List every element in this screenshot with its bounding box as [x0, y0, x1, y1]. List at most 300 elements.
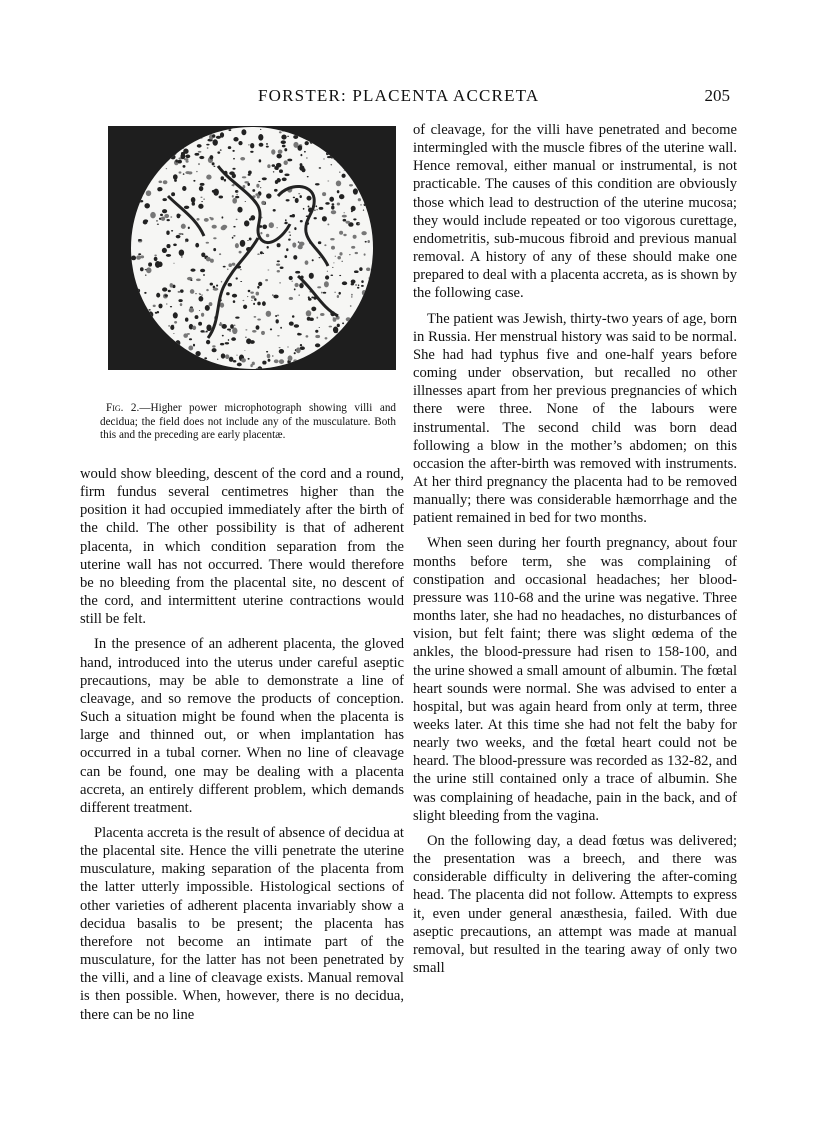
speckle: [349, 254, 350, 255]
speckle: [240, 281, 242, 282]
speckle: [184, 206, 189, 209]
speckle: [256, 184, 259, 188]
speckle: [227, 269, 228, 270]
speckle: [289, 297, 292, 300]
speckle: [315, 343, 320, 347]
speckle: [251, 300, 252, 301]
speckle: [209, 155, 213, 159]
speckle: [284, 160, 288, 165]
speckle: [224, 179, 226, 182]
speckle: [237, 363, 242, 367]
speckle: [258, 282, 262, 286]
speckle: [260, 129, 261, 130]
speckle: [166, 304, 167, 305]
speckle: [292, 242, 296, 247]
speckle: [321, 292, 323, 294]
speckle: [307, 317, 311, 321]
speckle: [262, 224, 267, 229]
speckle: [339, 275, 341, 276]
speckle: [298, 295, 300, 296]
speckle: [198, 204, 203, 209]
speckle: [235, 316, 239, 318]
speckle: [240, 157, 245, 161]
speckle: [162, 209, 167, 213]
speckle: [325, 202, 329, 205]
speckle: [162, 287, 167, 291]
speckle: [229, 357, 234, 362]
speckle: [225, 342, 229, 344]
speckle: [268, 359, 271, 362]
speckle: [146, 267, 151, 273]
speckle: [200, 197, 202, 198]
speckle: [276, 264, 280, 266]
speckle: [327, 271, 328, 272]
speckle: [332, 267, 334, 268]
speckle: [248, 358, 250, 360]
speckle: [188, 171, 193, 174]
speckle: [144, 203, 150, 208]
speckle: [351, 246, 355, 249]
speckle: [294, 288, 296, 290]
speckle: [296, 347, 301, 353]
speckle: [182, 186, 186, 191]
speckle: [155, 312, 158, 314]
speckle: [273, 171, 274, 172]
speckle: [245, 329, 247, 330]
speckle: [212, 345, 215, 347]
speckle: [317, 286, 321, 288]
speckle: [228, 263, 232, 267]
speckle: [185, 240, 187, 242]
speckle: [183, 173, 185, 175]
speckle: [247, 240, 248, 241]
speckle: [179, 233, 183, 235]
speckle: [344, 212, 345, 213]
speckle: [330, 164, 332, 165]
speckle: [307, 176, 309, 177]
speckle: [338, 292, 340, 295]
speckle: [330, 238, 334, 240]
speckle: [357, 287, 359, 289]
speckle: [213, 166, 215, 167]
speckle: [162, 248, 167, 253]
speckle: [306, 335, 309, 338]
speckle: [239, 251, 242, 254]
speckle: [206, 340, 210, 344]
speckle: [180, 303, 183, 306]
speckle: [242, 176, 246, 178]
speckle: [226, 292, 230, 295]
speckle: [365, 241, 367, 243]
speckle: [276, 227, 277, 228]
speckle: [339, 194, 344, 199]
speckle: [233, 360, 237, 363]
speckle: [289, 235, 291, 236]
microphotograph-figure: [108, 126, 396, 370]
speckle: [198, 163, 200, 165]
speckle: [277, 260, 280, 262]
speckle: [260, 232, 262, 235]
paragraph: The patient was Jewish, thirty-two years of age, born in Russia. Her menstrual history was said to be normal. She had had typhus five and one-half years before coming under observation, but recalled no other illnesses apart from her previous pregnancies of which there were three. None of the labours were instrumental. The second child was born dead following a blow in the mother’s abdomen; on this occasion the after-birth was removed with instruments. At her third pregnancy the placenta had to be removed manually; there was considerable hæmorrhage and the patient remained in bed for two months.: [413, 310, 737, 527]
speckle: [241, 129, 246, 135]
speckle: [168, 290, 171, 292]
paragraph: Placenta accreta is the result of absence of decidua at the placental site. Hence the villi penetrate the uterine musculature, making separation of the placenta from the latter utterly impossible. Histological sections of other varieties of adherent placenta invariably show a decidua basalis to be present; the placenta has therefore not become an intimate part of the musculature, for the latter has not been penetrated by the villi, and a line of cleavage exists. Manual removal is then possible. When, however, there is no decidua, there can be no line: [80, 824, 404, 1023]
speckle: [205, 305, 210, 311]
running-head: FORSTER: PLACENTA ACCRETA: [258, 86, 540, 105]
speckle: [146, 190, 151, 196]
speckle: [228, 129, 231, 131]
speckle: [267, 246, 269, 249]
speckle: [254, 298, 257, 301]
speckle: [266, 351, 268, 353]
speckle: [292, 315, 295, 318]
speckle: [259, 159, 262, 162]
speckle: [213, 248, 216, 251]
speckle: [349, 184, 353, 186]
figure-label: Fig. 2.: [106, 402, 140, 414]
speckle: [217, 151, 220, 153]
speckle: [173, 333, 174, 334]
speckle: [244, 350, 245, 351]
speckle: [339, 172, 340, 173]
speckle: [220, 149, 222, 150]
speckle: [248, 290, 251, 292]
speckle: [242, 300, 244, 301]
speckle: [312, 259, 314, 261]
speckle: [279, 349, 284, 354]
speckle: [232, 195, 234, 198]
speckle: [225, 354, 229, 359]
speckle: [272, 355, 273, 356]
speckle: [277, 270, 280, 273]
speckle: [199, 293, 200, 294]
speckle: [196, 218, 199, 221]
speckle: [278, 179, 281, 182]
speckle: [174, 179, 177, 182]
speckle: [176, 213, 180, 218]
speckle: [257, 253, 260, 255]
speckle: [339, 231, 343, 235]
speckle: [154, 254, 157, 256]
speckle: [301, 168, 305, 172]
speckle: [158, 304, 162, 309]
speckle: [212, 190, 215, 193]
speckle: [180, 289, 184, 292]
speckle: [337, 324, 340, 328]
speckle: [280, 327, 282, 329]
speckle: [351, 283, 354, 285]
speckle: [300, 154, 302, 156]
speckle: [360, 204, 362, 205]
speckle: [254, 316, 257, 318]
speckle: [219, 323, 223, 326]
speckle: [331, 246, 335, 250]
speckle: [247, 183, 250, 186]
speckle: [358, 223, 360, 224]
speckle: [164, 294, 167, 296]
speckle: [297, 333, 300, 336]
speckle: [244, 220, 249, 226]
speckle: [222, 335, 224, 337]
speckle: [232, 168, 235, 170]
speckle: [281, 140, 286, 144]
speckle: [156, 293, 160, 298]
speckle: [298, 241, 300, 242]
speckle: [267, 164, 270, 168]
speckle: [289, 321, 294, 325]
speckle: [351, 279, 356, 283]
speckle: [333, 262, 334, 263]
speckle: [216, 285, 218, 287]
speckle: [233, 137, 238, 141]
speckle: [275, 315, 277, 317]
speckle: [262, 177, 267, 180]
speckle: [153, 305, 156, 307]
speckle: [314, 209, 315, 210]
speckle: [190, 279, 192, 281]
speckle: [162, 198, 166, 201]
speckle: [353, 218, 356, 220]
speckle: [336, 181, 341, 187]
speckle: [248, 144, 250, 145]
speckle: [266, 193, 271, 198]
speckle: [342, 174, 346, 178]
speckle: [201, 201, 203, 202]
speckle: [315, 183, 320, 185]
speckle: [259, 143, 264, 147]
speckle: [158, 190, 161, 192]
speckle: [334, 330, 338, 333]
speckle: [217, 359, 218, 360]
speckle: [233, 158, 235, 160]
speckle: [219, 253, 221, 255]
speckle: [198, 322, 202, 326]
speckle: [361, 231, 366, 235]
speckle: [143, 220, 148, 225]
speckle: [227, 328, 231, 330]
speckle: [204, 331, 206, 333]
speckle: [297, 145, 302, 151]
speckle: [306, 310, 312, 316]
speckle: [183, 165, 186, 168]
speckle: [206, 324, 211, 331]
speckle: [201, 295, 202, 296]
speckle: [140, 255, 144, 258]
speckle: [238, 141, 242, 145]
speckle: [203, 274, 205, 276]
speckle: [148, 262, 152, 266]
speckle: [267, 269, 269, 270]
speckle: [306, 196, 311, 201]
speckle: [277, 243, 281, 247]
speckle: [327, 223, 329, 225]
speckle: [292, 214, 295, 217]
speckle: [267, 354, 271, 358]
speckle: [221, 281, 222, 283]
speckle: [300, 344, 302, 346]
speckle: [266, 143, 268, 145]
speckle: [315, 205, 317, 207]
speckle: [281, 135, 286, 140]
speckle: [351, 294, 353, 296]
speckle: [274, 189, 278, 192]
speckle: [195, 293, 196, 294]
speckle: [184, 158, 189, 160]
speckle: [212, 225, 217, 229]
microphotograph-image: [108, 126, 396, 370]
speckle: [199, 310, 200, 311]
speckle: [161, 216, 165, 220]
speckle: [189, 338, 192, 340]
speckle: [212, 139, 217, 145]
speckle: [300, 220, 303, 222]
speckle: [198, 296, 203, 302]
speckle: [186, 160, 189, 163]
speckle: [361, 285, 364, 287]
speckle: [138, 253, 141, 255]
speckle: [299, 283, 303, 288]
speckle: [167, 219, 170, 221]
speckle: [190, 289, 195, 294]
speckle: [299, 195, 301, 198]
speckle: [221, 353, 225, 358]
speckle: [323, 158, 325, 159]
speckle: [193, 344, 195, 347]
speckle: [258, 181, 260, 182]
speckle: [273, 295, 278, 299]
speckle: [212, 162, 215, 165]
speckle: [306, 158, 308, 159]
speckle: [148, 309, 150, 310]
speckle: [155, 261, 161, 268]
speckle: [246, 338, 251, 344]
speckle: [166, 254, 171, 257]
speckle: [258, 134, 263, 141]
paragraph: On the following day, a dead fœtus was delivered; the presentation was a breech, and there was considerable difficulty in delivering the after-coming head. The placenta did not follow. Attempts to express it, even under general anæsthesia, failed. With due aseptic precautions, an attempt was made at manual removal, but resulted in the tearing away of only two small: [413, 832, 737, 977]
speckle: [257, 302, 261, 306]
speckle: [355, 284, 357, 285]
speckle: [342, 281, 347, 285]
speckle: [324, 281, 329, 287]
speckle: [209, 302, 213, 306]
speckle: [294, 227, 296, 230]
speckle: [366, 268, 370, 272]
speckle: [295, 283, 299, 287]
speckle: [289, 231, 291, 233]
speckle: [170, 216, 172, 218]
speckle: [145, 274, 146, 276]
speckle: [232, 327, 237, 334]
speckle: [311, 307, 316, 312]
speckle: [325, 275, 329, 279]
speckle: [350, 305, 352, 306]
speckle: [285, 219, 287, 221]
speckle: [183, 333, 188, 338]
speckle: [200, 183, 205, 186]
speckle: [206, 289, 209, 291]
speckle: [269, 222, 274, 228]
speckle: [204, 218, 209, 222]
speckle: [222, 225, 227, 229]
speckle: [195, 315, 199, 319]
speckle: [248, 174, 251, 176]
speckle: [332, 203, 335, 205]
speckle: [260, 251, 263, 254]
speckle: [322, 216, 327, 221]
speckle: [195, 243, 199, 248]
speckle: [245, 337, 246, 338]
speckle: [206, 144, 209, 146]
speckle: [173, 263, 174, 264]
speckle: [337, 295, 339, 298]
speckle: [324, 244, 326, 246]
paragraph: of cleavage, for the villi have penetrated and become intermingled with the muscle fibres of the uterine wall. Hence removal, either manual or instrumental, is not practicable. The causes of this condition are obviously those which lead to destruction of the uterine mucosa; they would include repeated or too vigorous curettage, endometritis, sub-mucous fibroid and previous manual removal. A history of any of these should make one prepared to deal with a placenta accreta, as is shown by the following case.: [413, 122, 737, 302]
speckle: [319, 327, 320, 328]
speckle: [257, 286, 259, 289]
speckle: [327, 180, 329, 181]
speckle: [295, 198, 299, 203]
speckle: [194, 153, 199, 156]
speckle: [265, 279, 268, 281]
speckle: [251, 296, 255, 299]
speckle: [189, 308, 194, 313]
speckle: [256, 325, 260, 329]
speckle: [188, 346, 193, 351]
speckle: [233, 235, 235, 236]
speckle: [204, 357, 207, 359]
speckle: [358, 198, 361, 201]
speckle: [250, 364, 253, 367]
speckle: [327, 156, 331, 158]
speckle: [233, 300, 236, 303]
speckle: [157, 224, 159, 225]
speckle: [273, 209, 276, 212]
speckle: [221, 216, 223, 218]
speckle: [270, 328, 272, 330]
speckle: [316, 317, 318, 319]
speckle: [353, 235, 357, 239]
speckle: [232, 198, 237, 204]
speckle: [261, 201, 265, 205]
speckle: [308, 298, 312, 301]
speckle: [186, 154, 191, 158]
speckle: [279, 131, 282, 133]
speckle: [277, 154, 282, 159]
speckle: [320, 313, 325, 316]
speckle: [322, 192, 326, 196]
speckle: [341, 261, 343, 262]
speckle: [253, 303, 255, 305]
speckle: [299, 242, 305, 246]
speckle: [353, 188, 358, 194]
speckle: [178, 291, 181, 293]
speckle: [280, 266, 284, 268]
speckle: [304, 151, 306, 153]
speckle: [178, 299, 182, 302]
speckle: [331, 205, 334, 209]
speckle: [188, 227, 190, 229]
speckle: [305, 260, 309, 265]
speckle: [145, 269, 147, 270]
speckle: [294, 324, 299, 327]
speckle: [213, 237, 216, 239]
speckle: [150, 212, 156, 218]
speckle: [235, 196, 239, 198]
speckle: [288, 238, 291, 240]
speckle: [168, 325, 170, 327]
speckle: [235, 243, 239, 248]
speckle: [277, 315, 279, 317]
